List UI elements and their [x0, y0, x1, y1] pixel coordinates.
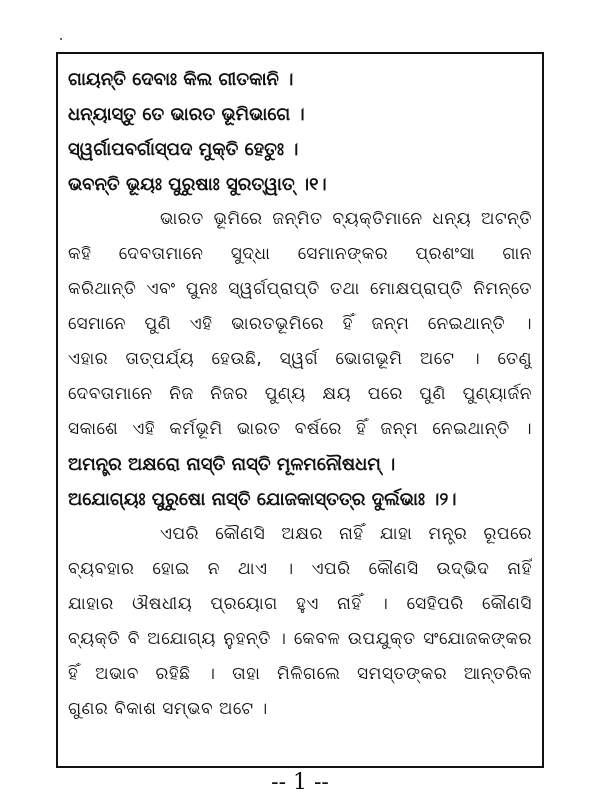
paragraph-1-line-4: ସେମାନେ ପୁଣି ଏହି ଭାରତଭୂମିରେ ହିଁ ଜନ୍ମ ନେଇଥାନ୍ତି ।	[68, 314, 532, 334]
verse-1-line-3: ସ୍ୱର୍ଗାପବର୍ଗାସ୍ପଦ ମୁକ୍ତି ହେତୁଃ ।	[68, 139, 299, 160]
paragraph-1-line-3: କରିଥାନ୍ତି ଏବଂ ପୁନଃ ସ୍ୱର୍ଗପ୍ରାପ୍ତି ତଥା ମୋକ୍ଷପ୍ରାପ୍ତି ନିମନ୍ତେ	[68, 279, 532, 299]
paragraph-1-line-1: ଭାରତ ଭୂମିରେ ଜନ୍ମିତ ବ୍ୟକ୍ତିମାନେ ଧନ୍ୟ ଅଟନ୍ତି	[160, 209, 532, 229]
paragraph-2-line-4: ବ୍ୟକ୍ତି ବି ଅଯୋଗ୍ୟ ନୁହନ୍ତି । କେବଳ ଉପଯୁକ୍ତ ସଂଯୋଜକଙ୍କର	[68, 629, 532, 649]
paragraph-2-line-2: ବ୍ୟବହାର ହୋଇ ନ ଥାଏ । ଏପରି କୌଣସି ଉଦ୍ଭିଦ ନାହିଁ	[68, 559, 532, 579]
paragraph-2-line-3: ଯାହାର ଔଷଧୀୟ ପ୍ରୟୋଗ ହୁଏ ନାହିଁ । ସେହିପରି କୌଣସି	[68, 594, 532, 614]
page-border	[56, 52, 544, 768]
paragraph-2-line-5: ହିଁ ଅଭାବ ରହିଛି । ତାହା ମିଳିଗଲେ ସମସ୍ତଙ୍କର ଆନ୍ତରିକ	[68, 664, 532, 684]
verse-2-line-1: ଅମନ୍ତ୍ର ଅକ୍ଷରୋ ନାସ୍ତି ନାସ୍ତି ମୂଳମନୌଷଧମ୍ ।	[68, 454, 396, 475]
stray-mark	[60, 38, 62, 40]
paragraph-1-line-5: ଏହାର ତାତ୍ପର୍ଯ୍ୟ ହେଉଛି, ସ୍ୱର୍ଗ ଭୋଗଭୂମି ଅଟେ । ତେଣୁ	[68, 349, 532, 369]
verse-1-line-2: ଧନ୍ୟାସ୍ତୁ ତେ ଭାରତ ଭୂମିଭାଗେ ।	[68, 104, 305, 125]
paragraph-2-line-6: ଗୁଣର ବିକାଶ ସମ୍ଭବ ଅଟେ ।	[68, 699, 268, 719]
verse-1-line-4: ଭବନ୍ତି ଭୂୟଃ ପୁରୁଷାଃ ସୁରତ୍ୱାତ୍ ।୧।	[68, 174, 327, 195]
paragraph-1-line-6: ଦେବତାମାନେ ନିଜ ନିଜର ପୁଣ୍ୟ କ୍ଷୟ ପରେ ପୁଣି ପୁଣ୍ୟାର୍ଜନ	[68, 384, 532, 404]
paragraph-1-line-7: ସକାଶେ ଏହି କର୍ମଭୂମି ଭାରତ ବର୍ଷରେ ହିଁ ଜନ୍ମ ନେଇଥାନ୍ତି ।	[68, 419, 532, 439]
paragraph-1-line-2: କହି ଦେବତାମାନେ ସୁଦ୍ଧା ସେମାନଙ୍କର ପ୍ରଶଂସା ଗାନ	[68, 244, 532, 264]
verse-1-line-1: ଗାୟନ୍ତି ଦେବାଃ କିଲ ଗୀତକାନି ।	[68, 69, 294, 90]
page-number: -- 1 --	[271, 770, 329, 795]
verse-2-line-2: ଅଯୋଗ୍ୟଃ ପୁରୁଷୋ ନାସ୍ତି ଯୋଜକାସ୍ତତ୍ର ଦୁର୍ଲଭାଃ ।୨।	[68, 489, 457, 510]
paragraph-2-line-1: ଏପରି କୌଣସି ଅକ୍ଷର ନାହିଁ ଯାହା ମନ୍ତ୍ର ରୂପରେ	[160, 524, 532, 544]
page-content	[68, 62, 532, 727]
